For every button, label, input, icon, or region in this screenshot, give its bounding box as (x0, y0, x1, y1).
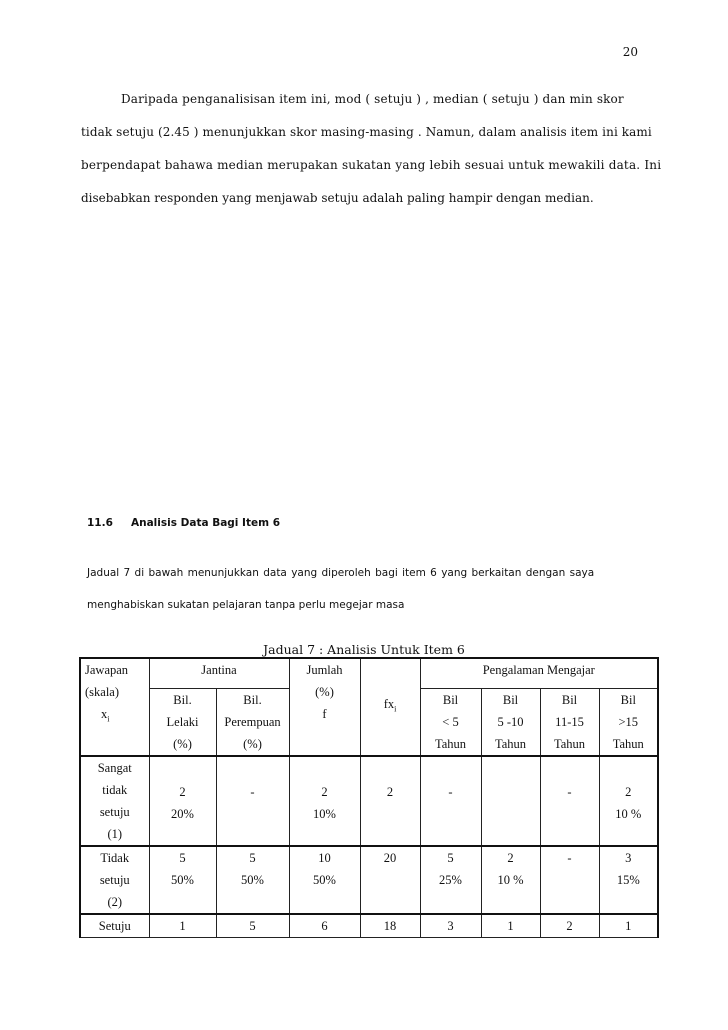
header-bil-lelaki: Bil. Lelaki (%) (149, 688, 216, 756)
header-bil-perempuan: Bil. Perempuan (%) (216, 688, 289, 756)
page-number: 20 (622, 45, 638, 59)
intro-line-1: Jadual 7 di bawah menunjukkan data yang diperoleh bagi item 6 yang berkaitan dengan saya (87, 567, 595, 579)
cell-exp-11-15: - (540, 756, 599, 846)
header-pengalaman: Pengalaman Mengajar (420, 658, 658, 688)
cell-fx: 20 (360, 846, 420, 914)
cell-exp-over-15: 2 10 % (599, 756, 658, 846)
cell-exp-11-15: - (540, 846, 599, 914)
table-header-row-top (80, 658, 658, 688)
intro-line-2: menghabiskan sukatan pelajaran tanpa perlu megejar masa (87, 599, 405, 611)
paragraph-line-4: disebabkan responden yang menjawab setuju adalah paling hampir dengan median. (81, 191, 594, 205)
cell-fx: 18 (360, 914, 420, 938)
header-exp-under-5: Bil < 5 Tahun (420, 688, 481, 756)
section-heading (87, 517, 280, 529)
header-jantina: Jantina (149, 658, 289, 688)
paragraph-line-1: Daripada penganalisisan item ini, mod ( setuju ) , median ( setuju ) dan min skor (121, 92, 624, 106)
cell-lelaki: 2 20% (149, 756, 216, 846)
cell-jumlah: 6 (289, 914, 360, 938)
section-title: Analisis Data Bagi Item 6 (131, 517, 281, 529)
cell-perempuan: 5 50% (216, 846, 289, 914)
cell-exp-under-5: - (420, 756, 481, 846)
cell-lelaki: 5 50% (149, 846, 216, 914)
header-jumlah: Jumlah (%) f (289, 658, 360, 756)
header-exp-5-10: Bil 5 -10 Tahun (481, 688, 540, 756)
cell-fx: 2 (360, 756, 420, 846)
table-row (80, 846, 658, 914)
row-label: Sangat tidak setuju (1) (80, 756, 149, 846)
cell-exp-5-10: 1 (481, 914, 540, 938)
cell-jumlah: 10 50% (289, 846, 360, 914)
section-number: 11.6 (87, 517, 113, 529)
table-row (80, 914, 658, 938)
cell-jumlah: 2 10% (289, 756, 360, 846)
paragraph-line-2: tidak setuju (2.45 ) menunjukkan skor masing-masing . Namun, dalam analisis item ini kami (81, 125, 652, 139)
header-jawapan: Jawapan (skala) $x_i$ (80, 658, 149, 756)
cell-exp-over-15: 1 (599, 914, 658, 938)
header-exp-11-15: Bil 11-15 Tahun (540, 688, 599, 756)
header-fx: $fx_i$ (360, 658, 420, 756)
cell-exp-over-15: 3 15% (599, 846, 658, 914)
table-caption: Jadual 7 : Analisis Untuk Item 6 (263, 642, 465, 657)
cell-exp-under-5: 5 25% (420, 846, 481, 914)
analysis-table (79, 657, 659, 938)
cell-exp-5-10 (481, 756, 540, 846)
table-row (80, 756, 658, 846)
cell-exp-11-15: 2 (540, 914, 599, 938)
paragraph-line-3: berpendapat bahawa median merupakan sukatan yang lebih sesuai untuk mewakili data. Ini (81, 158, 662, 172)
cell-perempuan: - (216, 756, 289, 846)
cell-lelaki: 1 (149, 914, 216, 938)
cell-exp-5-10: 2 10 % (481, 846, 540, 914)
row-label: Setuju (80, 914, 149, 938)
cell-perempuan: 5 (216, 914, 289, 938)
row-label: Tidak setuju (2) (80, 846, 149, 914)
cell-exp-under-5: 3 (420, 914, 481, 938)
header-exp-over-15: Bil >15 Tahun (599, 688, 658, 756)
